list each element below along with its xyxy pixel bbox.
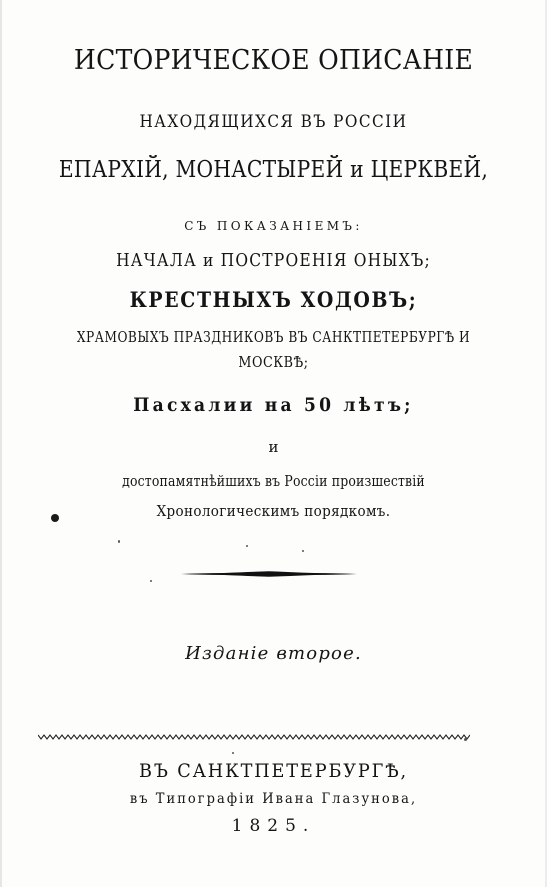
paper-speck [302, 550, 304, 552]
edition-note: Изданіе второе. [185, 643, 362, 664]
zigzag-rule [38, 732, 470, 742]
contents-line-paschalia: Пасхалии на 50 лѣтъ; [133, 394, 414, 416]
contents-line-feasts: ХРАМОВЫХЪ ПРАЗДНИКОВЪ ВЪ САНКТПЕТЕРБУРГѢ И [76, 330, 471, 346]
ink-blot [51, 514, 59, 522]
contents-line-origins: НАЧАЛА и ПОСТРОЕНІЯ ОНЫХЪ; [116, 250, 431, 271]
ornamental-rule [179, 568, 359, 580]
contents-line-processions: КРЕСТНЫХЪ ХОДОВЪ; [129, 287, 418, 312]
paper-speck [232, 752, 234, 754]
paper-speck [246, 545, 248, 547]
contents-line-events: достопамятнѣйшихъ въ Россіи произшествій [122, 474, 425, 490]
imprint-city: ВЪ САНКТПЕТЕРБУРГѢ, [138, 760, 409, 782]
imprint-printer: въ Типографіи Ивана Глазунова, [129, 791, 418, 807]
contents-line-moscow: МОСКВѢ; [238, 355, 309, 371]
paper-speck [118, 540, 120, 543]
contents-line-and: и [268, 438, 279, 456]
subtitle-line-showing: СЪ ПОКАЗАНІЕМЪ: [184, 219, 363, 233]
contents-line-chronological: Хронологическимъ порядкомъ. [156, 502, 391, 520]
paper-speck [150, 580, 152, 582]
book-title: ИСТОРИЧЕСКОЕ ОПИСАНІЕ [73, 45, 474, 76]
subtitle-line-eparchies: ЕПАРХІЙ, МОНАСТЫРЕЙ и ЦЕРКВЕЙ, [58, 157, 489, 183]
subtitle-line-located: НАХОДЯЩИХСЯ ВЪ РОССІИ [139, 112, 408, 132]
paper-speck [464, 738, 467, 741]
imprint-year: 1825. [231, 816, 316, 836]
